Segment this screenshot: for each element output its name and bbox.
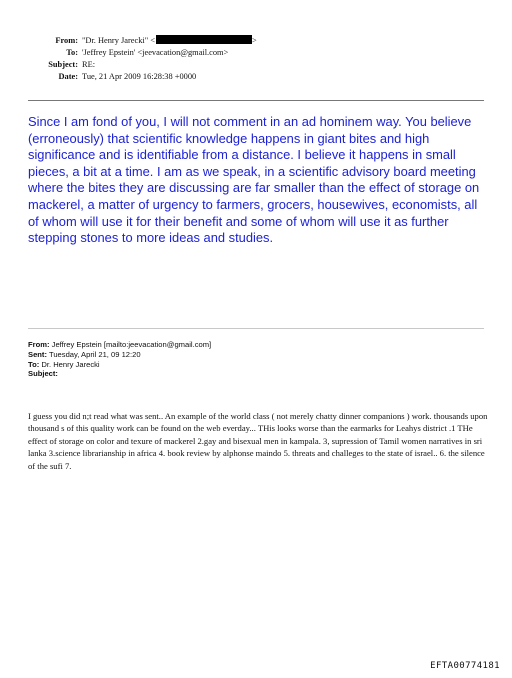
original-body: I guess you did n;t read what was sent.. An example of the world class ( not merely chatty dinner companions ) work. thousands upon thousand s of this quality work can be found on the web everday... THis looks worse than the earmarks for Leahys district .1 THe effect of storage on color and texure of mackerel 2.gay and bisexual men in kampala. 3, supression of Tamil women narratives in sri lanka 3.science librarianship in africa 4. book review by alphonse maindo 5. threats and challeges to the state of israel.. 6. the silence of the sufi 7.	[28, 411, 488, 471]
header-to-row	[0, 47, 512, 59]
email-header	[0, 35, 512, 83]
original-sent-value: Tuesday, April 21, 09 12:20	[48, 349, 141, 359]
to-label: To:	[66, 48, 78, 57]
from-value-end: >	[251, 36, 257, 45]
quote-divider	[28, 328, 484, 329]
original-sent-label: Sent:	[28, 349, 47, 359]
to-value: 'Jeffrey Epstein' <jeevacation@gmail.com>	[82, 48, 229, 57]
reply-body: Since I am fond of you, I will not comment in an ad hominem way. You believe (erroneously) that scientific knowledge happens in giant bites and high significance and is identifiable from a distance. I believe it happens in small pieces, a bit at a time. I am as we speak, in a scientific advisory board meeting where the bites they are discussing are far smaller than the effect of storage on mackerel, a matter of urgency to farmers, grocers, housewives, economists, all of whom will use it for their benefit and some of whom will use it as further stepping stones to more ideas and studies.	[28, 114, 480, 246]
original-from-value: Jeffrey Epstein [mailto:jeevacation@gmail.com]	[51, 340, 212, 349]
from-value	[82, 35, 257, 47]
redaction-box	[156, 35, 252, 44]
original-to-value: Dr. Henry Jarecki	[41, 359, 100, 369]
subject-value: RE:	[82, 60, 96, 69]
header-subject-row	[0, 59, 512, 71]
original-subject-row	[28, 369, 211, 379]
from-name: "Dr. Henry Jarecki" <	[82, 36, 155, 45]
date-value: Tue, 21 Apr 2009 16:28:38 +0000	[82, 72, 197, 81]
original-to-row	[28, 360, 211, 370]
subject-label: Subject:	[48, 60, 78, 69]
original-to-label: To:	[28, 359, 40, 369]
document-id: EFTA00774181	[430, 661, 500, 671]
date-label: Date:	[58, 72, 78, 81]
original-from-row	[28, 340, 211, 350]
from-label: From:	[55, 36, 78, 45]
header-from-row	[0, 35, 512, 47]
original-subject-label: Subject:	[28, 369, 58, 379]
header-date-row	[0, 71, 512, 83]
original-message-header	[28, 340, 211, 379]
original-sent-row	[28, 350, 211, 360]
original-from-label: From:	[28, 340, 50, 349]
header-divider	[28, 100, 484, 101]
